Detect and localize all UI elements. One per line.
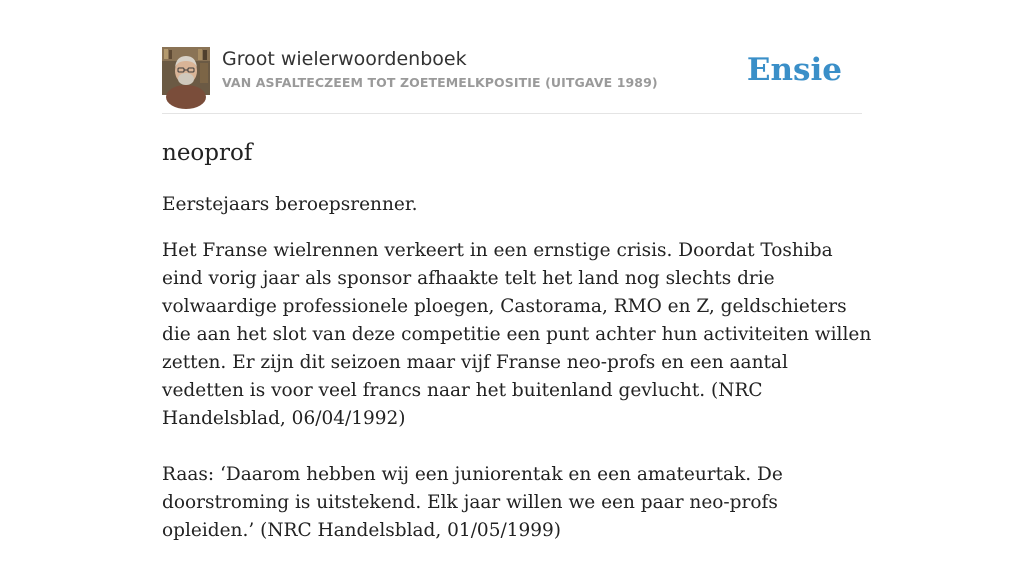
header-divider: [162, 113, 862, 114]
book-subtitle: VAN ASFALTECZEEM TOT ZOETEMELKPOSITIE (UITGAVE 1989): [222, 75, 658, 90]
ensie-logo-link[interactable]: Ensie: [746, 52, 842, 88]
header: [162, 47, 862, 95]
author-avatar[interactable]: [162, 47, 210, 95]
quote-paragraph: Raas: ‘Daarom hebben wij een juniorentak en een amateurtak. De doorstroming is uitstekend. Elk jaar willen we een paar neo-profs opleiden.’ (NRC Handelsblad, 01/05/1999): [162, 464, 783, 541]
entry-quotes: [162, 237, 874, 573]
quote-paragraph: Het Franse wielrennen verkeert in een ernstige crisis. Doordat Toshiba eind vorig jaar als sponsor afhaakte telt het land nog slechts drie volwaardige professionele ploegen, Castorama, RMO en Z, geldschieters die aan het slot van deze competitie een punt achter hun activiteiten willen zetten. Er zijn dit seizoen maar vijf Franse neo-profs en een aantal vedetten is voor veel francs naar het buitenland gevlucht. (NRC Handelsblad, 06/04/1992): [162, 240, 872, 429]
author-portrait-icon: [162, 47, 210, 95]
entry-definition: Eerstejaars beroepsrenner.: [162, 194, 418, 215]
entry-term: neoprof: [162, 140, 253, 166]
book-title[interactable]: Groot wielerwoordenboek: [222, 48, 467, 70]
